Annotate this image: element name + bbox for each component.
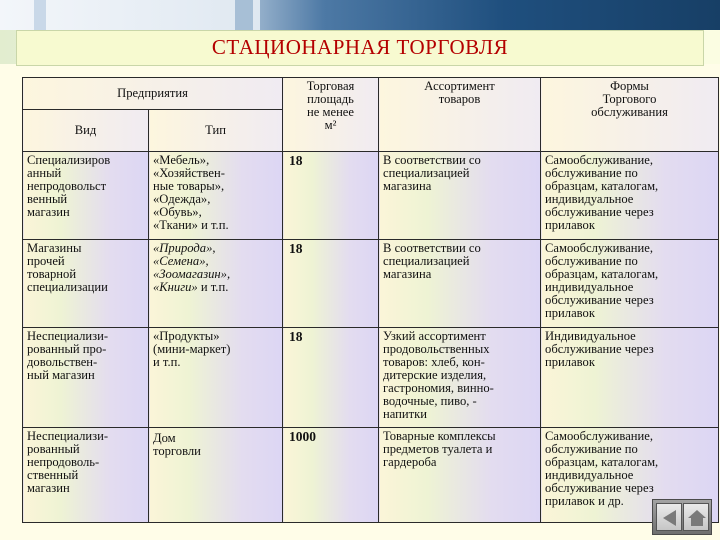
cell-line: Самообслуживание, — [545, 153, 654, 167]
cell-line-italic: «Природа» — [153, 241, 213, 255]
cell-line: специализации — [27, 280, 108, 294]
cell-line: Неспециализи- — [27, 329, 109, 343]
cell-line: прилавок и др. — [545, 494, 624, 508]
slide-title: СТАЦИОНАРНАЯ ТОРГОВЛЯ — [211, 35, 509, 59]
header-forms-line: Торгового — [602, 92, 657, 106]
type-cell — [149, 328, 283, 428]
area-cell: 18 — [283, 328, 379, 428]
cell-line: рованный — [27, 442, 80, 456]
header-type: Тип — [149, 110, 283, 152]
cell-line: «Ткани» и т.п. — [153, 218, 229, 232]
cell-line: довольствен- — [27, 355, 98, 369]
cell-line: непродоволь- — [27, 455, 100, 469]
cell-line-italic: «Книги» — [153, 280, 198, 294]
kind-cell — [23, 240, 149, 328]
cell-line: товаров: хлеб, кон- — [383, 355, 485, 369]
cell-line: ственный — [27, 468, 79, 482]
cell-line: обслуживание по — [545, 442, 638, 456]
cell-line: Специализиров — [27, 153, 111, 167]
cell-line: специализацией — [383, 254, 470, 268]
cell-line: Индивидуальное — [545, 329, 636, 343]
assortment-cell — [379, 428, 541, 523]
cell-line: «Продукты» — [153, 329, 220, 343]
cell-line: водочные, пиво, - — [383, 394, 477, 408]
cell-line: образцам, каталогам, — [545, 267, 659, 281]
table-row — [23, 152, 719, 240]
area-cell: 1000 — [283, 428, 379, 523]
cell-line: обслуживание через — [545, 342, 654, 356]
cell-line: венный — [27, 192, 68, 206]
top-decor-stripe — [34, 0, 46, 30]
cell-line: обслуживание через — [545, 293, 654, 307]
cell-line: «Обувь», — [153, 205, 202, 219]
cell-line: товарной — [27, 267, 77, 281]
cell-line: торговли — [153, 444, 201, 458]
header-forms-line: Формы — [610, 79, 649, 93]
kind-cell — [23, 152, 149, 240]
kind-cell — [23, 328, 149, 428]
header-assortment — [379, 78, 541, 152]
header-area-line: Торговая — [306, 79, 355, 93]
slide-navigation-icon[interactable] — [652, 499, 712, 535]
cell-line: Неспециализи- — [27, 429, 109, 443]
cell-line: Самообслуживание, — [545, 241, 654, 255]
cell-line: рованный про- — [27, 342, 107, 356]
cell-line: прилавок — [545, 218, 595, 232]
type-cell — [149, 152, 283, 240]
cell-line: гастрономия, винно- — [383, 381, 494, 395]
cell-line: предметов туалета и — [383, 442, 493, 456]
cell-line: обслуживание по — [545, 166, 638, 180]
cell-line: Самообслуживание, — [545, 429, 654, 443]
cell-line: индивидуальное — [545, 468, 634, 482]
cell-line: магазин — [27, 481, 70, 495]
cell-line: Дом — [153, 431, 176, 445]
retail-table — [22, 77, 719, 523]
table-row — [23, 240, 719, 328]
cell-line: специализацией — [383, 166, 470, 180]
cell-line: прочей — [27, 254, 65, 268]
forms-cell — [541, 328, 719, 428]
cell-line: ный магазин — [27, 368, 95, 382]
home-icon — [687, 508, 707, 528]
table-row — [23, 428, 719, 523]
arrow-left-icon — [660, 508, 680, 528]
header-kind: Вид — [23, 110, 149, 152]
table-row — [23, 328, 719, 428]
cell-line: В соответствии со — [383, 153, 481, 167]
header-row — [23, 78, 719, 110]
cell-line: и т.п. — [197, 280, 229, 294]
top-decor-bar — [0, 0, 720, 30]
assortment-cell — [379, 328, 541, 428]
cell-line: прилавок — [545, 306, 595, 320]
cell-line: напитки — [383, 407, 428, 421]
area-cell: 18 — [283, 240, 379, 328]
header-enterprises: Предприятия — [23, 78, 283, 110]
cell-line: анный — [27, 166, 62, 180]
cell-line: индивидуальное — [545, 192, 634, 206]
cell-line: (мини-маркет) — [153, 342, 231, 356]
cell-line: образцам, каталогам, — [545, 455, 659, 469]
cell-line: Магазины — [27, 241, 82, 255]
cell-line-italic: «Зоомагазин», — [153, 267, 231, 281]
cell-line: прилавок — [545, 355, 595, 369]
area-cell: 18 — [283, 152, 379, 240]
cell-line: магазин — [27, 205, 70, 219]
cell-line: , — [212, 241, 216, 255]
cell-line: «Хозяйствен- — [153, 166, 225, 180]
header-area-line: площадь — [307, 92, 354, 106]
cell-line: обслуживание через — [545, 205, 654, 219]
cell-line: дитерские изделия, — [383, 368, 487, 382]
header-area-line: м² — [324, 118, 337, 132]
header-assortment-line: товаров — [438, 92, 481, 106]
cell-line: Товарные комплексы — [383, 429, 496, 443]
top-decor-stripe — [235, 0, 253, 30]
header-area — [283, 78, 379, 152]
assortment-cell — [379, 152, 541, 240]
nav-back-button[interactable] — [656, 503, 682, 531]
type-cell — [149, 240, 283, 328]
cell-line: обслуживание по — [545, 254, 638, 268]
cell-line: магазина — [383, 267, 432, 281]
cell-line: магазина — [383, 179, 432, 193]
header-assortment-line: Ассортимент — [424, 79, 495, 93]
header-forms-line: обслуживания — [591, 105, 668, 119]
cell-line: Узкий ассортимент — [383, 329, 486, 343]
forms-cell — [541, 152, 719, 240]
cell-line: непродовольст — [27, 179, 107, 193]
cell-line: образцам, каталогам, — [545, 179, 659, 193]
cell-line: В соответствии со — [383, 241, 481, 255]
cell-line: «Одежда», — [153, 192, 211, 206]
forms-cell — [541, 240, 719, 328]
header-forms — [541, 78, 719, 152]
cell-line: гардероба — [383, 455, 437, 469]
nav-home-button[interactable] — [683, 503, 709, 531]
kind-cell — [23, 428, 149, 523]
cell-line: «Мебель», — [153, 153, 210, 167]
type-cell — [149, 428, 283, 523]
cell-line: индивидуальное — [545, 280, 634, 294]
header-area-line: не менее — [307, 105, 354, 119]
cell-line-italic: «Семена», — [153, 254, 209, 268]
cell-line: и т.п. — [153, 355, 181, 369]
cell-line: продовольственных — [383, 342, 490, 356]
assortment-cell — [379, 240, 541, 328]
cell-line: обслуживание через — [545, 481, 654, 495]
cell-line: ные товары», — [153, 179, 225, 193]
